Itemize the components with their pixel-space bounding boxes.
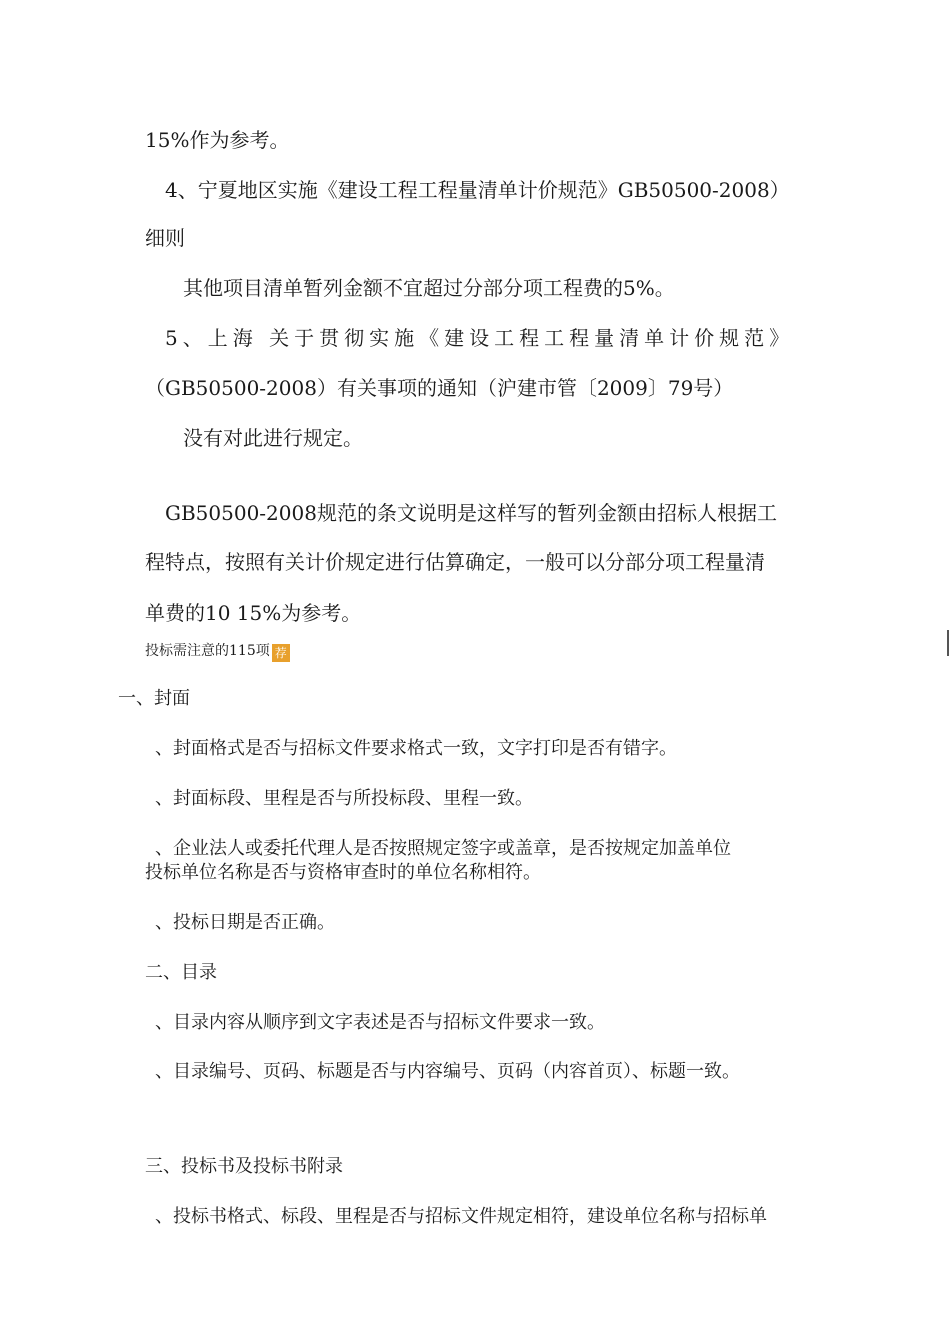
text-line-9: 程特点，按照有关计价规定进行估算确定，一般可以分部分项工程量清 bbox=[145, 550, 765, 574]
text-line-1: 15%作为参考。 bbox=[145, 128, 290, 152]
text-line-4: 其他项目清单暂列金额不宜超过分部分项工程费的5%。 bbox=[183, 276, 675, 300]
check-item: 、封面标段、里程是否与所投标段、里程一致。 bbox=[155, 788, 533, 809]
text-line-8: GB50500-2008规范的条文说明是这样写的暂列金额由招标人根据工 bbox=[165, 501, 777, 525]
section-heading-cover: 一、封面 bbox=[118, 688, 190, 709]
text-line-10: 单费的10 15%为参考。 bbox=[145, 601, 362, 625]
recommend-title-text: 投标需注意的115项 bbox=[145, 643, 270, 659]
text-line-7: 没有对此进行规定。 bbox=[183, 426, 363, 450]
section-heading-bid-letter: 三、投标书及投标书附录 bbox=[145, 1156, 343, 1177]
recommend-title bbox=[145, 640, 290, 662]
check-item: 、封面格式是否与招标文件要求格式一致，文字打印是否有错字。 bbox=[155, 738, 677, 759]
section-heading-toc: 二、目录 bbox=[145, 962, 217, 983]
check-item: 、目录编号、页码、标题是否与内容编号、页码（内容首页）、标题一致。 bbox=[155, 1061, 740, 1082]
text-line-3: 细则 bbox=[145, 226, 185, 250]
text-line-5: 5、上海 关于贯彻实施《建设工程工程量清单计价规范》 bbox=[165, 326, 795, 350]
check-item: 、投标日期是否正确。 bbox=[155, 912, 335, 933]
check-item-continuation: 投标单位名称是否与资格审查时的单位名称相符。 bbox=[145, 862, 541, 883]
check-item: 、投标书格式、标段、里程是否与招标文件规定相符，建设单位名称与招标单 bbox=[155, 1206, 767, 1227]
page-edge-mark bbox=[947, 630, 949, 656]
check-item: 、目录内容从顺序到文字表述是否与招标文件要求一致。 bbox=[155, 1012, 605, 1033]
text-line-2: 4、宁夏地区实施《建设工程工程量清单计价规范》GB50500-2008） bbox=[165, 178, 790, 202]
text-line-6: （GB50500-2008）有关事项的通知（沪建市管〔2009〕79号） bbox=[145, 376, 734, 400]
recommend-badge-icon: 荐 bbox=[272, 644, 290, 662]
check-item: 、企业法人或委托代理人是否按照规定签字或盖章，是否按规定加盖单位 bbox=[155, 838, 731, 859]
